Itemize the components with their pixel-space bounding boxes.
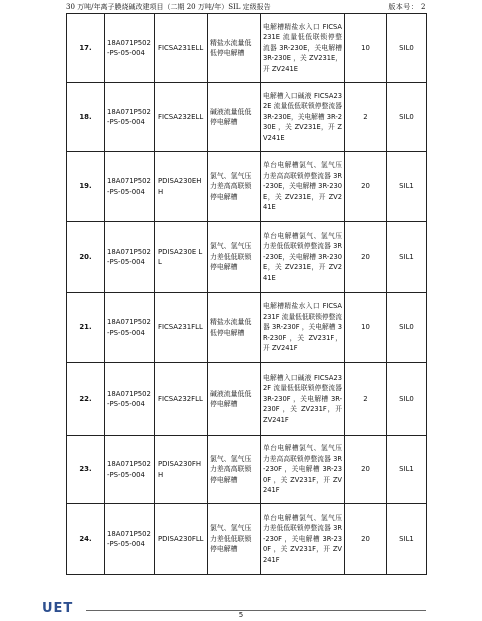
page-number: 5: [238, 611, 244, 619]
project-code: 18A071P502-PS-05-004: [105, 363, 155, 436]
function-name: 碱液流量低低停电解槽: [208, 83, 261, 152]
function-description: 单台电解槽氯气、氢气压力差低低联锁停整流器 3R-230F ，关电解槽 3R-230F ，关 ZV231F，开 ZV241F: [261, 504, 345, 575]
sil-level: SIL1: [387, 504, 427, 575]
tag-number: FICSA232ELL: [155, 83, 208, 152]
function-name: 氯气、氢气压力差低低联锁停电解槽: [208, 504, 261, 575]
table-row: [67, 504, 427, 575]
sil-level: SIL0: [387, 83, 427, 152]
risk-value: 2: [345, 83, 387, 152]
function-description: 电解槽精盐水入口 FICSA231E 流量低低联锁停整流器 3R-230E，关电解槽 3R-230E ，关 ZV231E，开 ZV241E: [261, 14, 345, 83]
version-label: 版本号： 2: [388, 2, 426, 11]
function-name: 氯气、氢气压力差低低联锁停电解槽: [208, 222, 261, 293]
tag-number: FICSA231FLL: [155, 293, 208, 363]
row-number: 20.: [67, 222, 105, 293]
table-row: [67, 293, 427, 363]
project-code: 18A071P502-PS-05-004: [105, 83, 155, 152]
project-code: 18A071P502-PS-05-004: [105, 152, 155, 222]
function-name: 精盐水流量低低停电解槽: [208, 14, 261, 83]
tag-number: PDISA230FHH: [155, 436, 208, 504]
risk-value: 2: [345, 363, 387, 436]
function-description: 单台电解槽氯气、氢气压力差高高联锁停整流器 3R-230F ，关电解槽 3R-230F ，关 ZV231F，开 ZV241F: [261, 436, 345, 504]
uet-logo: UET: [42, 601, 74, 616]
row-number: 23.: [67, 436, 105, 504]
risk-value: 10: [345, 14, 387, 83]
tag-number: FICSA231ELL: [155, 14, 208, 83]
sil-table: [66, 13, 427, 575]
risk-value: 20: [345, 222, 387, 293]
tag-number: PDISA230EHH: [155, 152, 208, 222]
page-header: [66, 0, 426, 14]
function-name: 精盐水流量低低停电解槽: [208, 293, 261, 363]
table-row: [67, 363, 427, 436]
project-code: 18A071P502-PS-05-004: [105, 14, 155, 83]
project-code: 18A071P502-PS-05-004: [105, 436, 155, 504]
table-row: [67, 152, 427, 222]
table-row: [67, 14, 427, 83]
risk-value: 20: [345, 436, 387, 504]
function-description: 单台电解槽氯气、氢气压力差高高联锁停整流器 3R-230E，关电解槽 3R-230E，关 ZV231E，开 ZV241E: [261, 152, 345, 222]
project-code: 18A071P502-PS-05-004: [105, 293, 155, 363]
tag-number: PDISA230FLL: [155, 504, 208, 575]
function-description: 电解槽精盐水入口 FICSA231F 流量低低联锁停整流器 3R-230F ，关电解槽 3R-230F ，关 ZV231F，开 ZV241F: [261, 293, 345, 363]
row-number: 21.: [67, 293, 105, 363]
tag-number: FICSA232FLL: [155, 363, 208, 436]
row-number: 24.: [67, 504, 105, 575]
tag-number: PDISA230E LL: [155, 222, 208, 293]
function-description: 电解槽入口碱液 FICSA232F 流量低低联锁停整流器 3R-230F ，关电解槽 3R-230F ，关 ZV231F，开 ZV241F: [261, 363, 345, 436]
table-row: [67, 222, 427, 293]
project-code: 18A071P502-PS-05-004: [105, 504, 155, 575]
function-name: 碱液流量低低停电解槽: [208, 363, 261, 436]
sil-level: SIL1: [387, 436, 427, 504]
report-title: 30 万吨/年离子膜烧碱改建项目（二期 20 万吨/年）SIL 定级报告: [66, 2, 271, 11]
function-name: 氯气、氢气压力差高高联锁停电解槽: [208, 152, 261, 222]
sil-level: SIL1: [387, 222, 427, 293]
risk-value: 20: [345, 152, 387, 222]
row-number: 22.: [67, 363, 105, 436]
table-row: [67, 436, 427, 504]
function-description: 电解槽入口碱液 FICSA232E 流量低低联锁停整流器 3R-230E，关电解槽 3R-230E ，关 ZV231E，开 ZV241E: [261, 83, 345, 152]
function-name: 氯气、氢气压力差高高联锁停电解槽: [208, 436, 261, 504]
table-row: [67, 83, 427, 152]
row-number: 17.: [67, 14, 105, 83]
risk-value: 20: [345, 504, 387, 575]
sil-level: SIL0: [387, 14, 427, 83]
row-number: 19.: [67, 152, 105, 222]
row-number: 18.: [67, 83, 105, 152]
sil-level: SIL1: [387, 152, 427, 222]
sil-level: SIL0: [387, 363, 427, 436]
project-code: 18A071P502-PS-05-004: [105, 222, 155, 293]
sil-level: SIL0: [387, 293, 427, 363]
risk-value: 10: [345, 293, 387, 363]
function-description: 单台电解槽氯气、氢气压力差低低联锁停整流器 3R-230E，关电解槽 3R-230E，关 ZV231E，开 ZV241E: [261, 222, 345, 293]
